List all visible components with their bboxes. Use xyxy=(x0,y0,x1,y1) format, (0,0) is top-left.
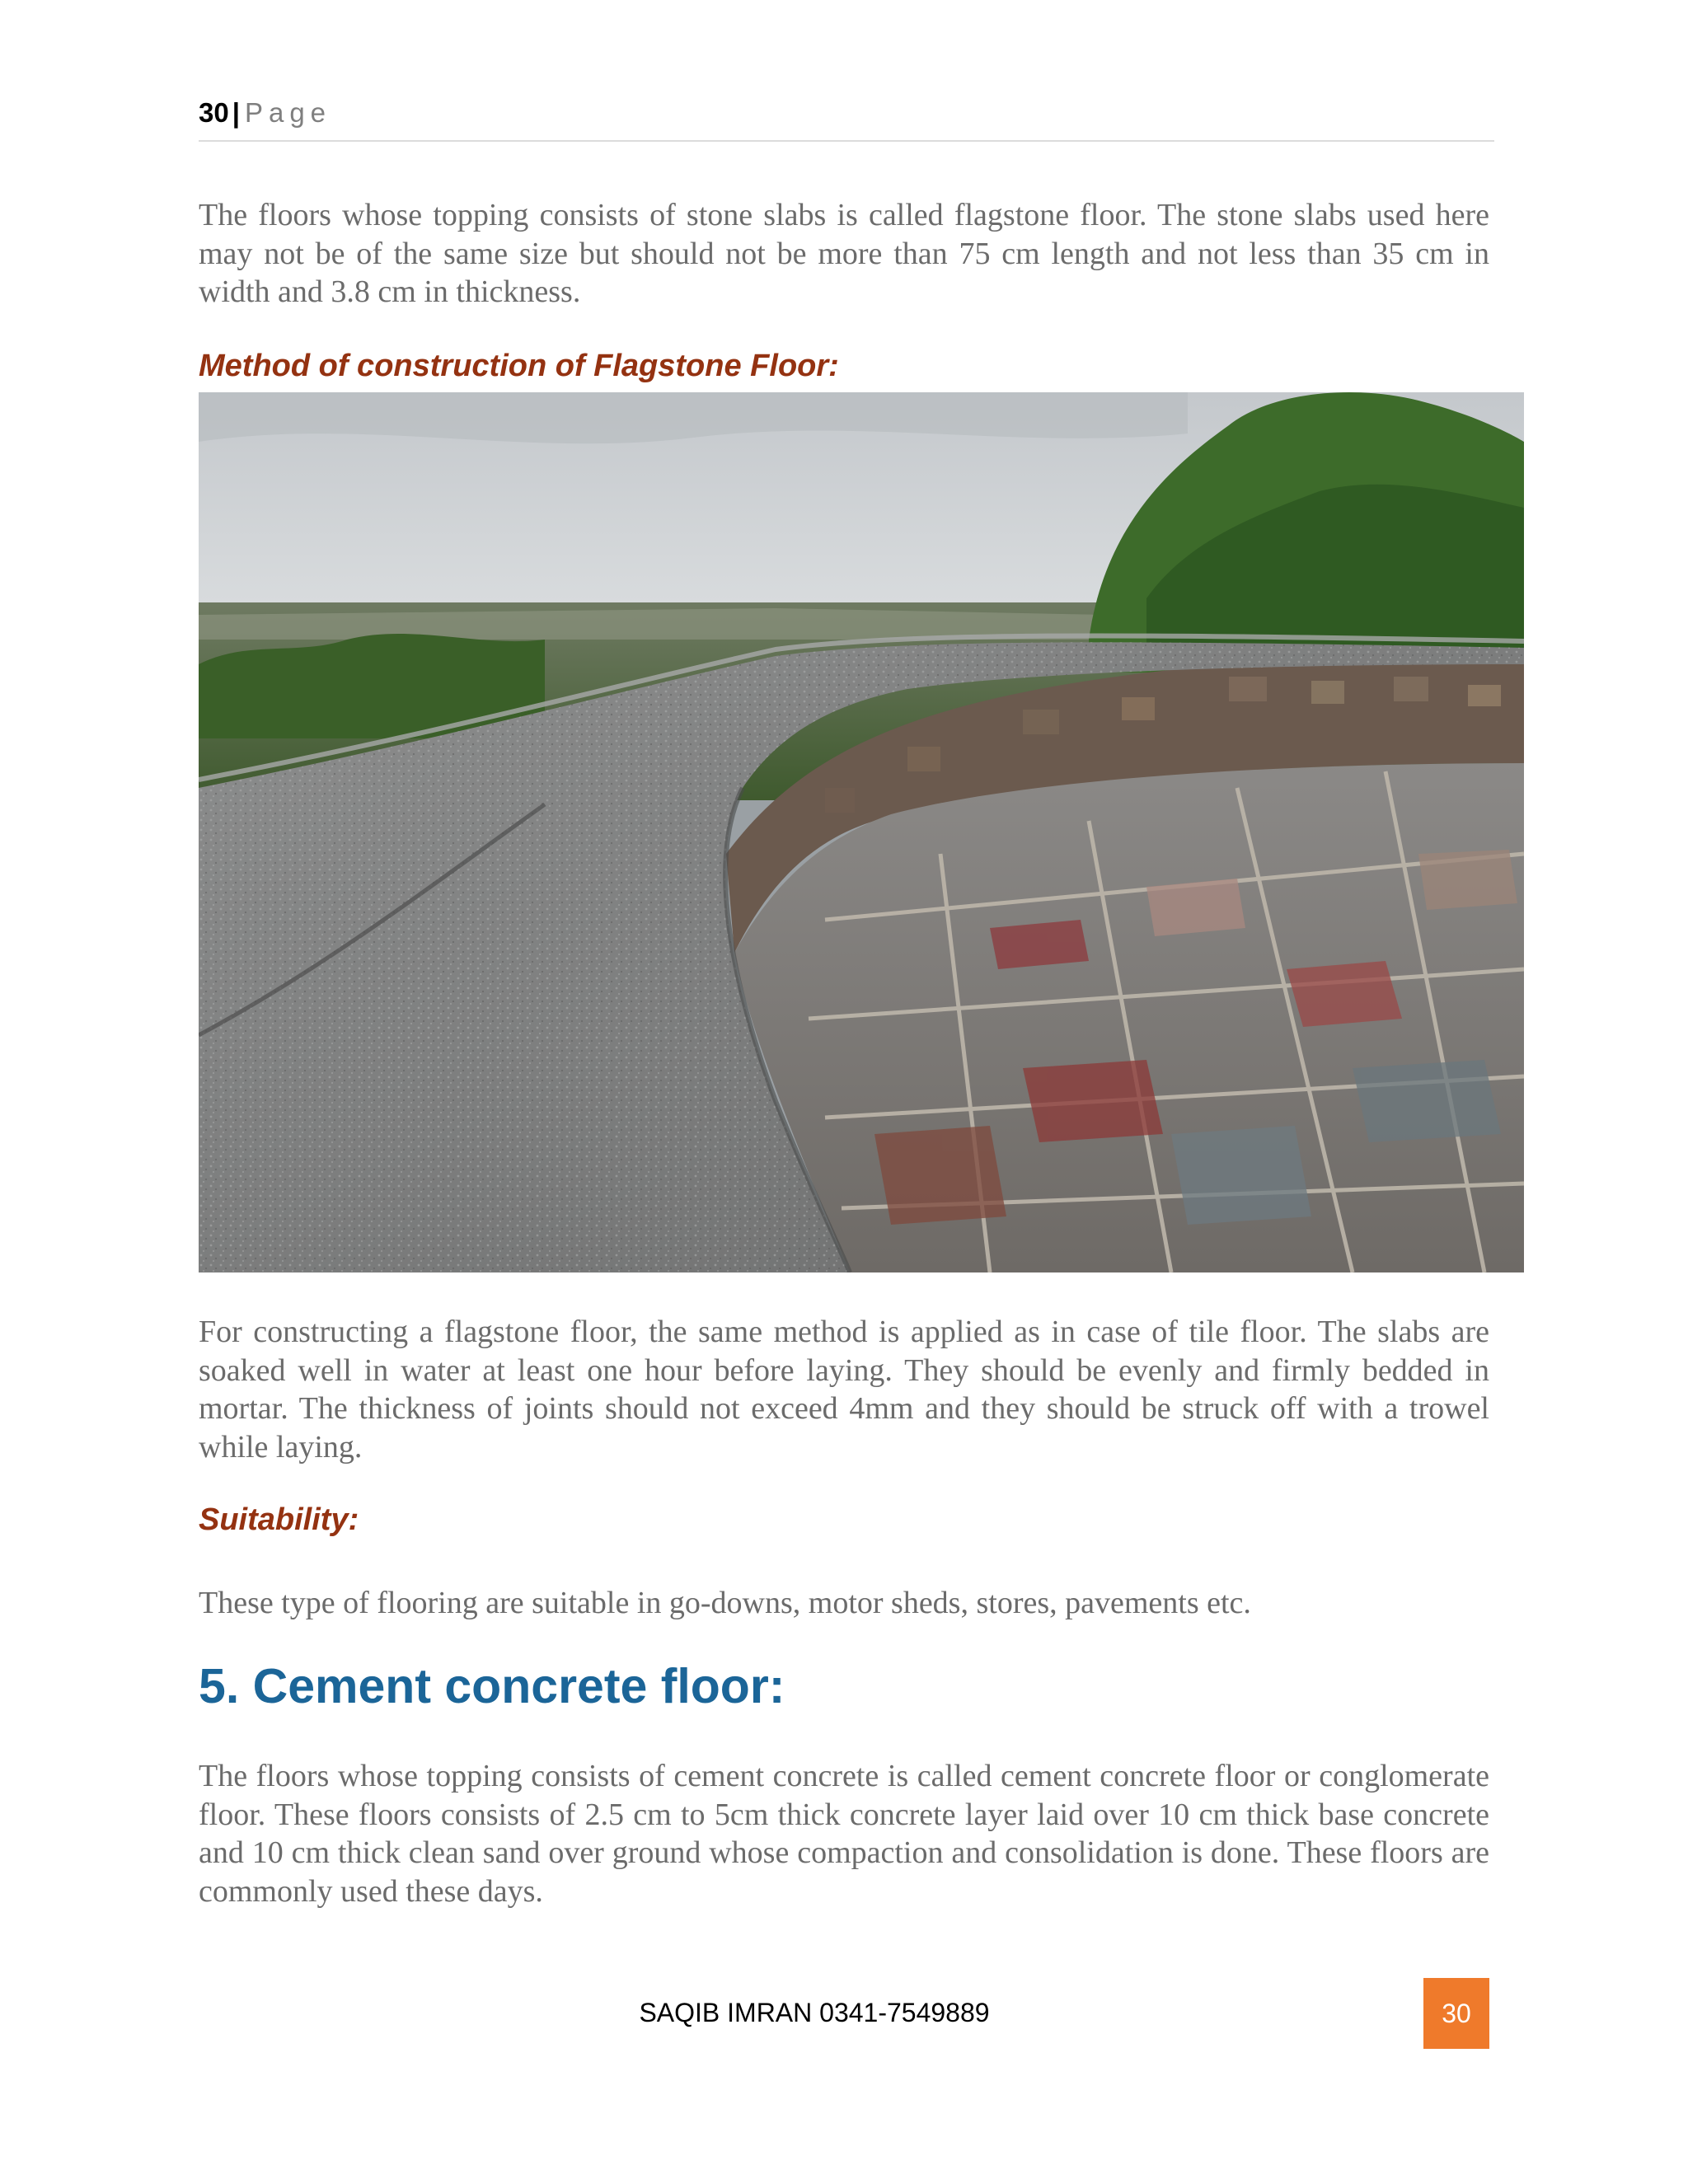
intro-paragraph: The floors whose topping consists of stone slabs is called flagstone floor. The stone slabs used here may not be of the same size but should not be more than 75 cm length and not less than 35 cm in width and 3.8 cm in thickness. xyxy=(199,198,1489,309)
page-number-badge: 30 xyxy=(1423,1978,1489,2049)
suitability-paragraph: These type of flooring are suitable in go-downs, motor sheds, stores, pavements etc. xyxy=(199,1586,1251,1620)
header-page-word: Page xyxy=(244,97,332,128)
header-separator: | xyxy=(232,97,240,128)
section-heading: 5. Cement concrete floor: xyxy=(199,1659,785,1713)
header-page-number: 30 xyxy=(199,97,229,128)
page-header xyxy=(199,97,1494,142)
method-paragraph: For constructing a flagstone floor, the same method is applied as in case of tile floor. The slabs are soaked well in water at least one hour before laying. They should be evenly and firmly bedded in mortar. The thickness of joints should not exceed 4mm and they should be struck off with a trowel while laying. xyxy=(199,1315,1489,1465)
method-heading: Method of construction of Flagstone Floor: xyxy=(199,349,839,383)
footer-author-contact: SAQIB IMRAN 0341-7549889 xyxy=(639,1998,990,2027)
flagstone-floor-photo xyxy=(199,392,1524,1272)
suitability-heading: Suitability: xyxy=(199,1502,359,1537)
section-paragraph: The floors whose topping consists of cement concrete is called cement concrete floor or conglomerate floor. These floors consists of 2.5 cm to 5cm thick concrete layer laid over 10 cm thick base concrete and 10 cm thick clean sand over ground whose compaction and consolidation is done. These floors are commonly used these days. xyxy=(199,1759,1489,1909)
